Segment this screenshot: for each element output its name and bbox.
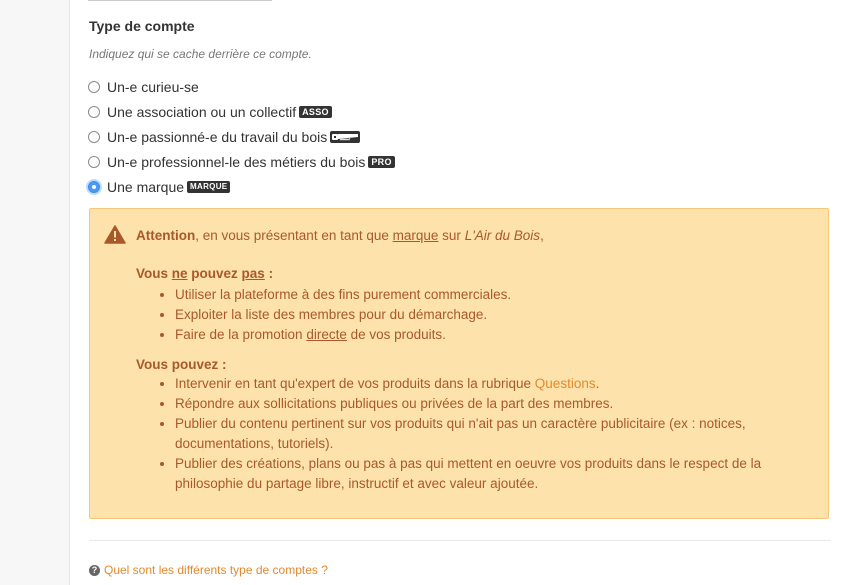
list-item-text: Publier du contenu pertinent sur vos produits qui n'ait pas un caractère publicitaire (ex : notices, documentations, tutoriels). — [175, 416, 746, 451]
radio-button[interactable] — [88, 106, 100, 118]
warning-icon — [104, 225, 126, 247]
list-item — [175, 394, 815, 414]
cannot-heading-pas: pas — [241, 266, 265, 281]
list-item — [175, 305, 815, 325]
account-types-help-link[interactable] — [89, 563, 328, 577]
radio-button[interactable] — [88, 81, 100, 93]
radio-option-association[interactable] — [88, 99, 395, 124]
radio-option-curieux[interactable] — [88, 74, 395, 99]
brand-warning-alert — [89, 208, 829, 519]
top-divider — [88, 0, 272, 1]
list-item-text: Faire de la promotion — [175, 327, 307, 342]
alert-intro-bold: Attention — [136, 228, 196, 243]
list-item-text: Publier des créations, plans ou pas à pas qui mettent en oeuvre vos produits dans le respect de la philosophie du partage libre, instructif et avec valeur ajoutée. — [175, 456, 762, 491]
can-list — [157, 374, 815, 494]
list-item-text: . — [595, 376, 600, 391]
list-item-text: de vos produits. — [346, 327, 446, 342]
radio-label: Une marque — [107, 178, 185, 195]
section-title: Type de compte — [89, 18, 195, 34]
radio-button[interactable] — [88, 131, 100, 143]
site-name: L'Air du Bois — [464, 228, 541, 243]
list-item — [175, 414, 815, 454]
footer-divider — [89, 540, 831, 541]
radio-button-checked[interactable] — [88, 181, 100, 193]
list-item-text: Utiliser la plateforme à des fins purement commerciales. — [175, 287, 512, 302]
radio-option-passionne[interactable] — [88, 124, 395, 149]
cannot-heading-text: pouvez — [187, 266, 242, 281]
radio-option-professionnel[interactable] — [88, 149, 395, 174]
account-type-radio-group — [88, 74, 395, 199]
cannot-heading-text: : — [264, 266, 274, 281]
list-item — [175, 285, 815, 305]
question-icon: ? — [89, 565, 100, 576]
marque-badge: MARQUE — [187, 181, 230, 193]
alert-intro-text: , — [540, 228, 544, 243]
list-item — [175, 374, 815, 394]
alert-intro — [136, 228, 544, 243]
directe-term: directe — [306, 327, 347, 342]
cannot-heading-text: Vous — [136, 266, 172, 281]
list-item-text: Intervenir en tant qu'expert de vos produits dans la rubrique — [175, 376, 535, 391]
pro-badge: PRO — [368, 156, 394, 168]
list-item-text: Répondre aux sollicitations publiques ou privées de la part des membres. — [175, 396, 614, 411]
list-item — [175, 325, 815, 345]
section-hint: Indiquez qui se cache derrière ce compte. — [89, 47, 312, 61]
list-item-text: Exploiter la liste des membres pour du démarchage. — [175, 307, 488, 322]
can-heading: Vous pouvez : — [136, 357, 227, 372]
radio-option-marque[interactable] — [88, 174, 395, 199]
list-item — [175, 454, 815, 494]
cannot-list — [157, 285, 815, 345]
radio-label: Un-e professionnel-le des métiers du bois — [107, 153, 366, 170]
radio-button[interactable] — [88, 156, 100, 168]
asso-badge: ASSO — [299, 106, 332, 118]
cannot-heading-ne: ne — [171, 266, 188, 281]
radio-label: Un-e passionné-e du travail du bois — [107, 128, 328, 145]
help-link-label[interactable]: Quel sont les différents type de comptes ? — [104, 563, 328, 577]
alert-intro-text: sur — [438, 228, 465, 243]
radio-label: Un-e curieu-se — [107, 78, 199, 95]
marque-term: marque — [392, 228, 439, 243]
alert-intro-text: , en vous présentant en tant que — [195, 228, 393, 243]
radio-label: Une association ou un collectif — [107, 103, 297, 120]
questions-link[interactable]: Questions — [534, 376, 596, 391]
saw-icon — [330, 131, 360, 143]
cannot-heading — [136, 266, 273, 281]
